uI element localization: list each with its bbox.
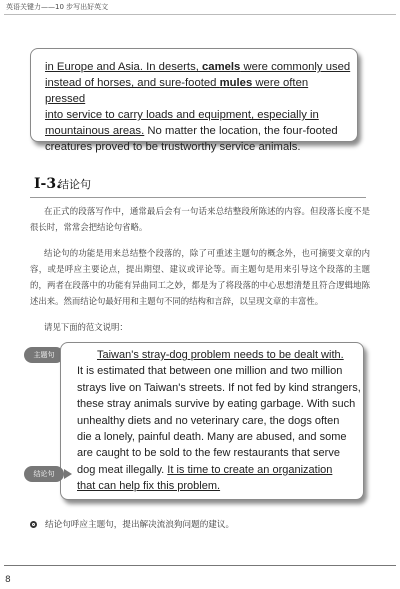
topic-sentence: Taiwan's stray-dog problem needs to be dealt with. (97, 349, 344, 361)
paragraph: 请见下面的范文说明： (44, 322, 128, 332)
section-divider (30, 197, 366, 198)
page-number: 8 (5, 575, 11, 585)
footer-rule (4, 565, 396, 566)
sample-text (77, 347, 367, 495)
section-title: 结论句 (58, 178, 91, 191)
example-line: mountainous areas. No matter the location, the four-footed (45, 125, 338, 137)
section-number: I-3. (34, 176, 61, 192)
conclusion-sentence: that can help fix this problem. (77, 480, 221, 493)
sample-line (77, 478, 367, 494)
sample-line: die a lonely, painful death. Many are abused, and some (77, 431, 347, 444)
bullet-icon (30, 521, 37, 528)
conclusion-sentence: It is time to create an organization (167, 463, 333, 476)
paragraph: 结论句的功能是用来总结整个段落的，除了可重述主题句的概念外，也可摘要文章的内容，或是呼应主要论点，提出期望、建议或评论等。而主题句是用来引导这个段落的主题的，两者在段落中的功能有异曲同工之妙，都是为了将段落的中心思想清楚且符合逻辑地陈述出来。然而结论句最好用和主题句不同的结构和言辞，以呈现文章的丰富性。 (30, 248, 370, 306)
note (30, 518, 234, 530)
sample-line: are caught to be sold to the few restaurants that serve (77, 447, 340, 460)
header-title: 英语关键力——10 步写出好英文 (6, 3, 109, 11)
header-rule (4, 14, 396, 15)
example-line: into service to carry loads and equipment, especially in (45, 109, 319, 121)
example-text (45, 59, 351, 155)
example-box-continued (30, 48, 358, 153)
example-line: creatures proved to be trustworthy service animals. (45, 141, 301, 153)
conclusion-label: 结论句 (24, 466, 64, 482)
note-text: 结论句呼应主题句，提出解决流浪狗问题的建议。 (45, 520, 235, 530)
sample-line: dog meat illegally. It is time to create an organization (77, 463, 333, 476)
sample-paragraph-box (60, 342, 364, 500)
topic-sentence-label: 主题句 (24, 347, 64, 363)
paragraph: 在正式的段落写作中，通常最后会有一句话来总结整段所陈述的内容。但段落长度不是很长时，常常会把结论句省略。 (30, 206, 370, 232)
example-line: instead of horses, and sure-footed mules were often pressed (45, 77, 309, 105)
sample-line: strays live on Taiwan's streets. If not fed by kind strangers, (77, 381, 361, 394)
sample-line: unhealthy diets and no veterinary care, the dogs often (77, 414, 340, 427)
sample-line: It is estimated that between one million and two million (77, 365, 343, 378)
example-line: in Europe and Asia. In deserts, camels were commonly used (45, 61, 351, 73)
sample-line: these stray animals survive by eating garbage. With such (77, 398, 356, 411)
label-pointer (64, 469, 72, 479)
